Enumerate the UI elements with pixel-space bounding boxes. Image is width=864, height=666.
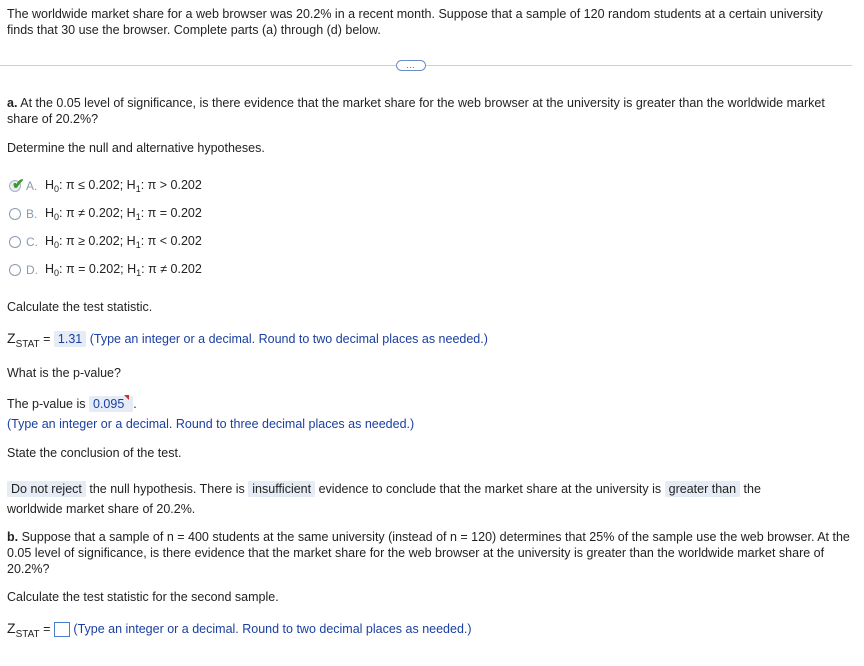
part-a-question-text: At the 0.05 level of significance, is there evidence that the market share for the web browser at the university is greater than the worldwide market share of 20.2%? [7, 96, 825, 126]
section-divider [0, 65, 852, 66]
option-c-letter: C. [26, 235, 38, 249]
conclusion-text-1: the null hypothesis. There is [89, 482, 245, 496]
option-c-text: $H_0$: π ≥ 0.202; $H_1$: π < 0.202 [45, 234, 202, 250]
option-c-h1: π < 0.202 [147, 234, 202, 248]
radio-b[interactable] [9, 208, 21, 220]
test-stat-prompt-b: Calculate the test statistic for the second sample. [7, 590, 279, 604]
option-c[interactable] [9, 233, 202, 251]
z-stat-label-a: $Z_{STAT}$ [7, 330, 40, 350]
option-b-h0: π ≠ 0.202 [66, 206, 120, 220]
conclusion-select-evidence[interactable]: insufficient [248, 481, 315, 497]
radio-a[interactable] [9, 176, 25, 193]
option-d[interactable] [9, 261, 202, 279]
test-stat-prompt: Calculate the test statistic. [7, 300, 153, 314]
option-c-h0: π ≥ 0.202 [66, 234, 120, 248]
conclusion-row [7, 479, 847, 519]
option-a-letter: A. [26, 179, 38, 193]
option-a[interactable] [9, 177, 202, 195]
z-stat-input-b[interactable] [54, 622, 70, 637]
expand-more-button[interactable]: … [396, 60, 426, 71]
p-value-period: . [133, 397, 137, 411]
part-b-label: b. [7, 530, 19, 544]
p-value-prompt: What is the p-value? [7, 366, 121, 380]
hypotheses-prompt: Determine the null and alternative hypotheses. [7, 141, 265, 155]
part-a-label: a. [7, 96, 18, 110]
conclusion-text-3: the [743, 482, 761, 496]
radio-c[interactable] [9, 236, 21, 248]
z-stat-row-a [7, 330, 488, 350]
z-stat-answer-a[interactable]: 1.31 [54, 331, 86, 347]
part-b-question-text: Suppose that a sample of n = 400 students at the same university (instead of n = 120) determines that 25% of the sample use the web browser. At the 0.05 level of significance, is there evidence that the market share for the web browser at the university is greater than the worldwide market share of 20.2%? [7, 530, 850, 576]
radio-d[interactable] [9, 264, 21, 276]
option-d-text: $H_0$: π = 0.202; $H_1$: π ≠ 0.202 [45, 262, 202, 278]
conclusion-prompt: State the conclusion of the test. [7, 446, 182, 460]
option-d-h1: π ≠ 0.202 [148, 262, 202, 276]
option-b[interactable] [9, 205, 202, 223]
conclusion-select-reject[interactable]: Do not reject [7, 481, 86, 497]
option-a-h1: π > 0.202 [147, 178, 202, 192]
problem-intro: The worldwide market share for a web browser was 20.2% in a recent month. Suppose that a sample of 120 random students at a certain university finds that 30 use the browser. Complete parts (a) through (d) below. [7, 7, 823, 37]
p-value-answer[interactable]: 0.095 [89, 396, 133, 412]
option-b-letter: B. [26, 207, 38, 221]
conclusion-text-4: worldwide market share of 20.2%. [7, 502, 196, 516]
part-b-question [7, 529, 852, 577]
z-stat-row-b [7, 620, 472, 640]
p-value-hint: (Type an integer or a decimal. Round to three decimal places as needed.) [7, 417, 415, 431]
z-stat-hint-b: (Type an integer or a decimal. Round to two decimal places as needed.) [73, 622, 472, 636]
conclusion-text-2: evidence to conclude that the market share at the university is [318, 482, 662, 496]
option-d-h0: π = 0.202 [66, 262, 121, 276]
conclusion-select-direction[interactable]: greater than [665, 481, 740, 497]
flag-icon [124, 395, 129, 400]
part-a-question [7, 95, 847, 127]
p-value-row [7, 397, 137, 411]
option-a-h0: π ≤ 0.202 [66, 178, 120, 192]
p-value-lead: The p-value is [7, 397, 86, 411]
option-b-h1: π = 0.202 [147, 206, 202, 220]
option-b-text: $H_0$: π ≠ 0.202; $H_1$: π = 0.202 [45, 206, 202, 222]
z-equals-a: = [43, 332, 51, 346]
z-stat-label-b: $Z_{STAT}$ [7, 620, 40, 640]
check-icon: ✔ [12, 176, 25, 193]
z-stat-hint-a: (Type an integer or a decimal. Round to two decimal places as needed.) [89, 332, 488, 346]
option-d-letter: D. [26, 263, 38, 277]
z-equals-b: = [43, 622, 51, 636]
option-a-text: $H_0$: π ≤ 0.202; $H_1$: π > 0.202 [45, 178, 202, 194]
